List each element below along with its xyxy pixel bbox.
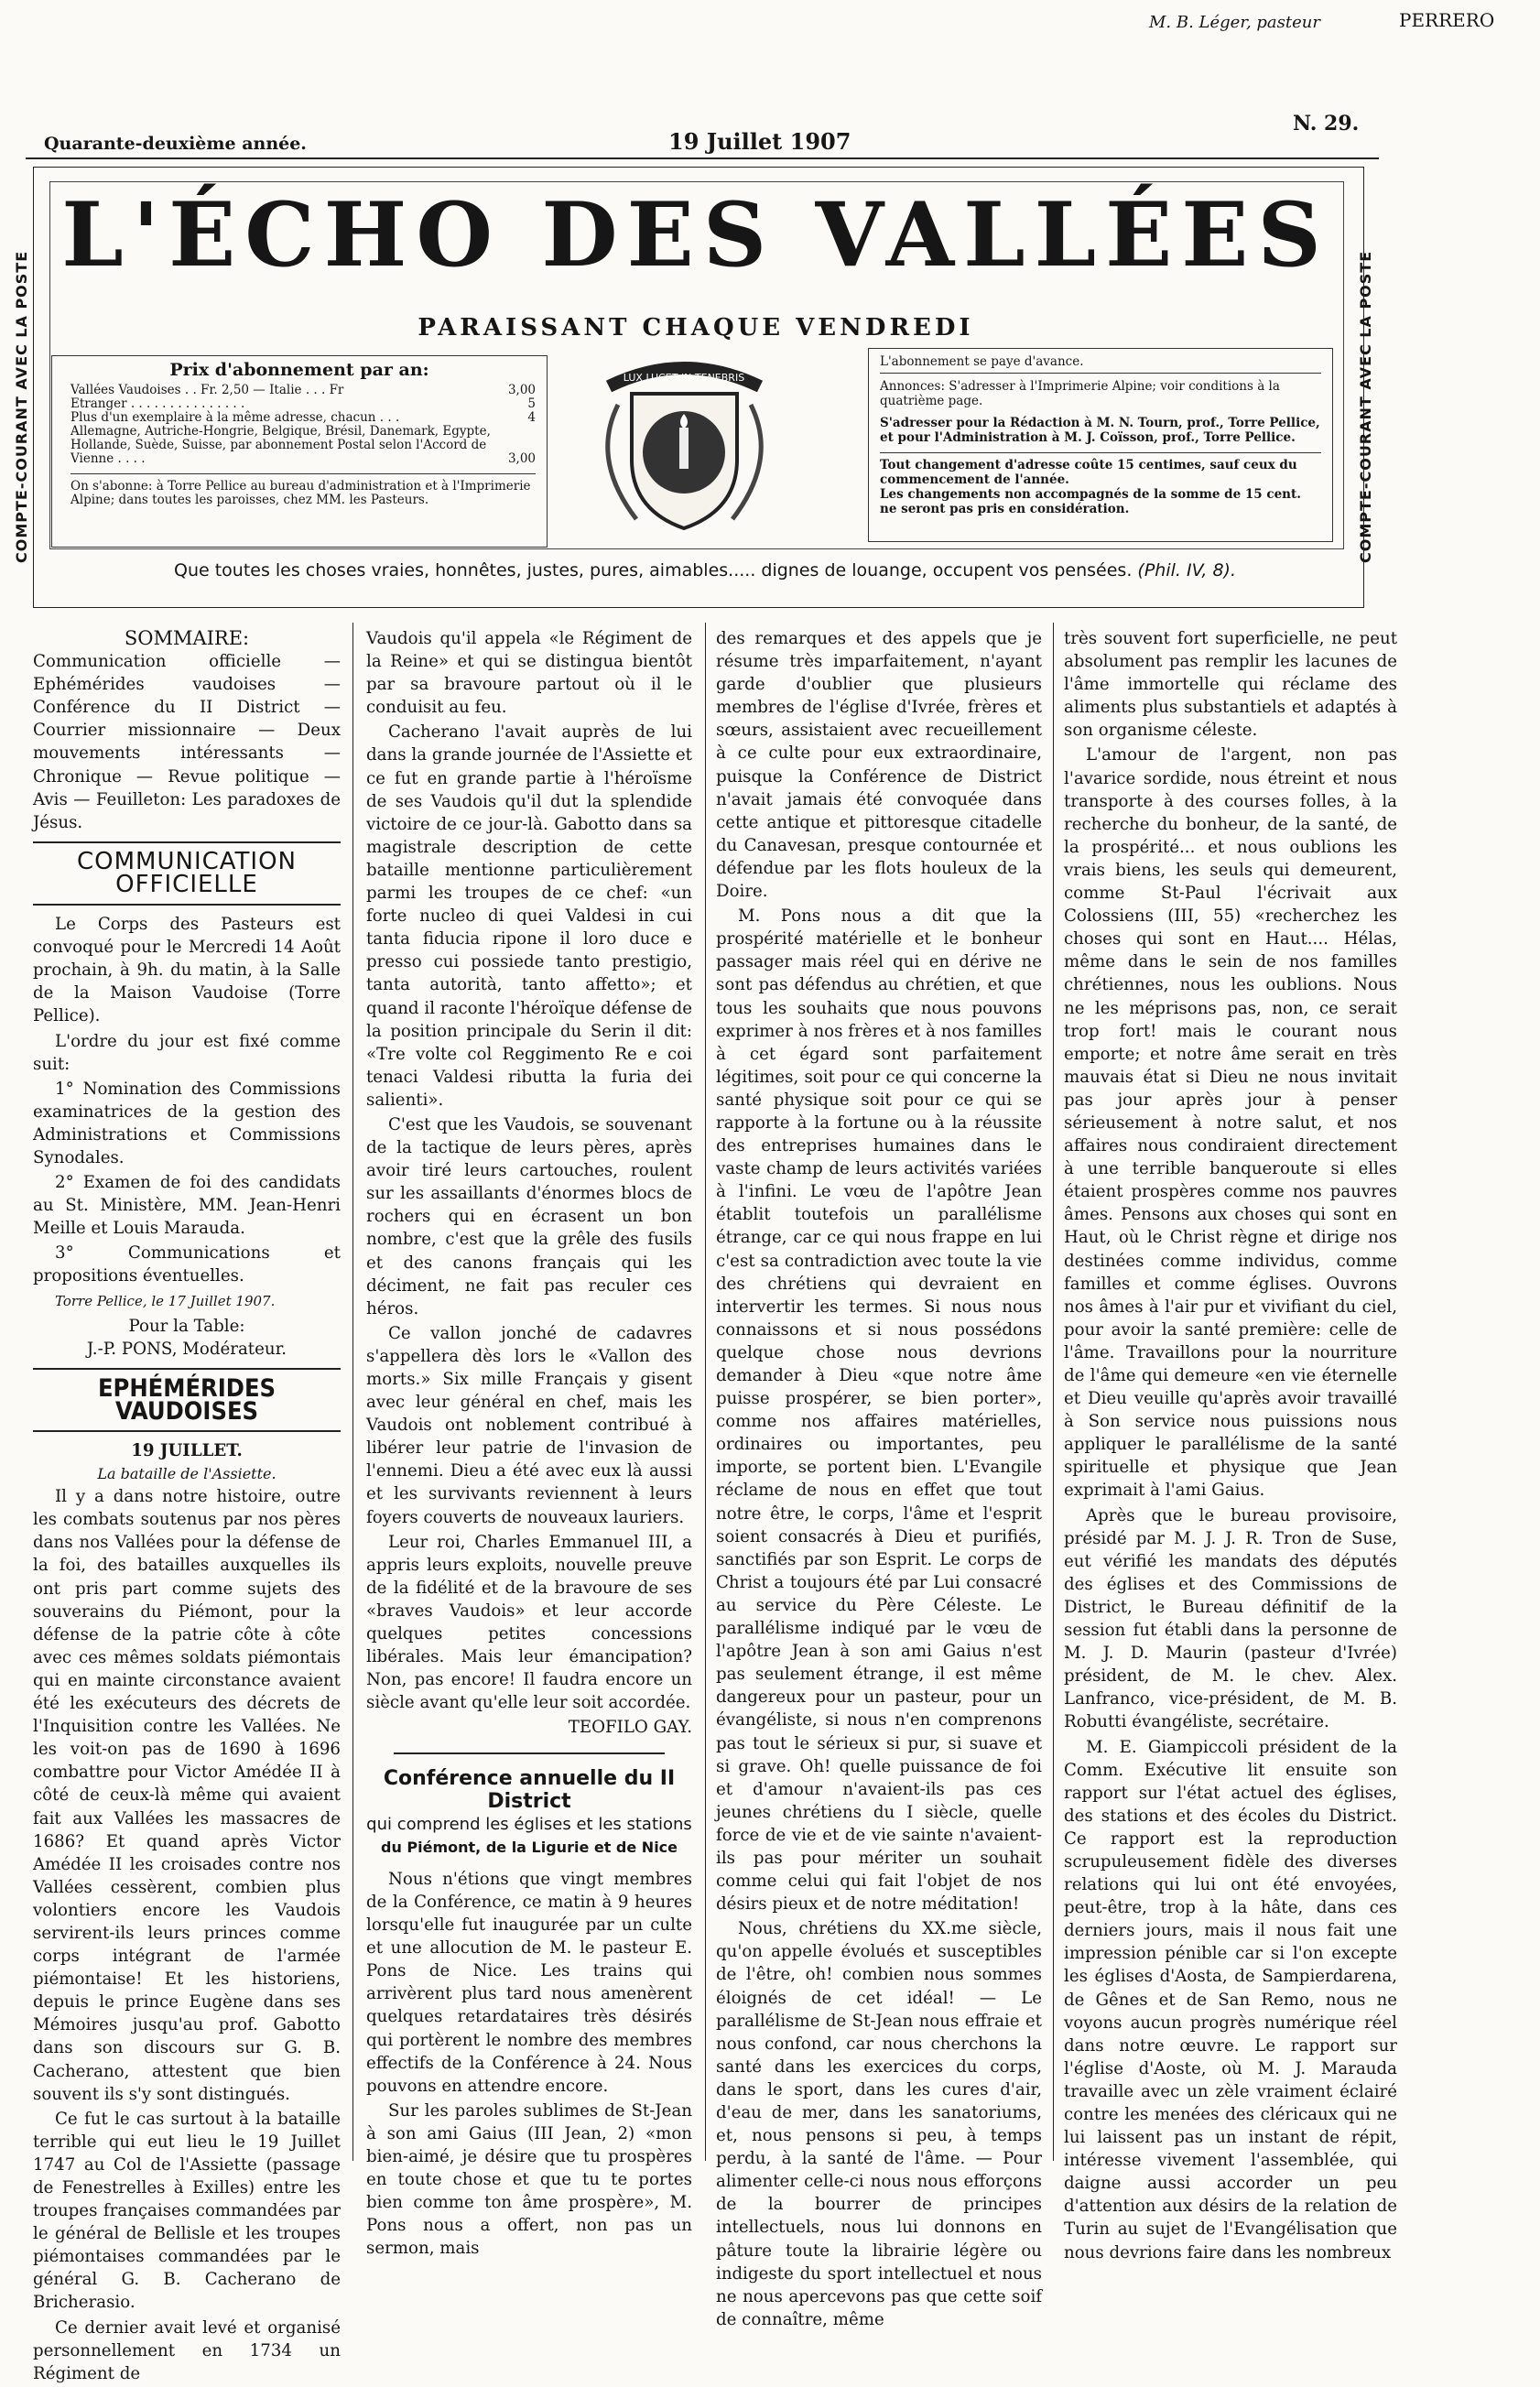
conference-paragraph: Sur les paroles sublimes de St-Jean à son ami Gaius (III Jean, 2) «mon bien-aimé, je désire que tu prospères en toute chose et que tu te portes bien comme ton âme prospère», M. Pons nous a offert, non pas un sermon, mais	[366, 2100, 692, 2259]
price-value: 3,00	[507, 451, 536, 466]
communication-place: Torre Pellice, le 17 Juillet 1907.	[55, 1292, 276, 1309]
article-signature: TEOFILO GAY.	[568, 1718, 692, 1738]
column-rule	[705, 623, 706, 2161]
column-4	[1064, 627, 1397, 2266]
emblem-icon	[581, 350, 787, 542]
column-rule	[1053, 623, 1054, 2161]
communication-paragraph: Le Corps des Pasteurs est convoqué pour le Mercredi 14 Août prochain, à 9h. du matin, à la Salle de la Maison Vaudoise (Torre Pellice).	[33, 915, 341, 1026]
ephemerides-date: 19 JUILLET.	[131, 1441, 243, 1460]
subscription-title: Prix d'abonnement par an:	[169, 360, 429, 380]
motto-text: Que toutes les choses vraies, honnêtes, justes, pures, aimables..... dignes de louange, occupent vos pensées.	[173, 560, 1133, 580]
price-value: 3,00	[507, 383, 536, 397]
info-annonces: Annonces: S'adresser à l'Imprimerie Alpine; voir conditions à la quatrième page.	[880, 379, 1280, 408]
price-row	[70, 384, 536, 397]
ephemerides-paragraph: Ce fut le cas surtout à la bataille terrible qui eut lieu le 19 Juillet 1747 au Col de l'Assiette (passage de Fenestrelles à Exilles) entre les troupes françaises commandées par le général de Bellisle et les troupes piémontaises commandées par le général G. B. Cacherano de Bricherasio.	[33, 2109, 341, 2313]
section-rule	[33, 904, 341, 906]
price-label: Plus d'un exemplaire à la même adresse, chacun . . .	[70, 410, 400, 425]
section-rule	[33, 841, 341, 843]
handwritten-note: M. B. Léger, pasteur	[1149, 13, 1320, 32]
section-rule	[33, 1368, 341, 1370]
price-label: Allemagne, Autriche-Hongrie, Belgique, Brésil, Danemark, Egypte, Hollande, Suède, Suisse, par abonnement Postal selon l'Accord de Vienne . . . .	[70, 424, 491, 466]
agenda-item: 2° Examen de foi des candidats au St. Ministère, MM. Jean-Henri Meille et Louis Marauda.	[33, 1173, 341, 1239]
communication-paragraph: L'ordre du jour est fixé comme suit:	[33, 1031, 341, 1074]
emblem-candle	[679, 428, 689, 469]
ephemerides-paragraph: Il y a dans notre histoire, outre les combats soutenus par nos pères dans nos Vallées pour la défense de la foi, des batailles auxquelles ils ont pris part comme sujets des souverains du Piémont, pour la défense de la patrie côte à côte avec ces mêmes soldats piémontais qui en mainte circonstance avaient été les exécuteurs des décrets de l'Inquisition contre les Vallées. Ne les voit-on pas de 1690 à 1696 combattre pour Victor Amédée II à côté de ceux-là même qui avaient fait aux Vallées les massacres de 1686? Et quand après Victor Amédée II les croisades contre nos Vallées cessèrent, combien plus volontiers encore les Vaudois servirent-ils leurs princes comme corps intégrant de l'armée piémontaise! Et les historiens, depuis le prince Eugène dans ses Mémoires jusqu'au prof. Gabotto dans son discours sur G. B. Cacherano, attestent que bien souvent ils s'y sont distingués.	[33, 1487, 341, 2104]
column-3	[716, 627, 1042, 2333]
conference-paragraph: M. Pons nous a dit que la prospérité matérielle et le bonheur passager mais réel qui en dérive ne sont pas défendus au chrétien, et que tous les souhaits que nous pouvons exprimer à nos frères et à nos familles à cet égard sont parfaitement légitimes, soit pour ce qui concerne la santé physique soit pour ce qui se rapporte à la fortune ou à la réussite des entreprises humaines dans le vaste champ de leurs activités variées à l'infini. Le vœu de l'apôtre Jean établit toutefois un parallélisme étrange, car ce qui nous frappe en lui c'est sa contradiction avec toute la vie des chrétiens qui devraient en intervertir les termes. Si nous nous connaissons et si nous possédons quelque chose nous devrions demander à Dieu «que notre âme puisse prospérer, se bien porter», comme nos affaires matérielles, ordinaires ou importantes, peu importe, se portent bien. L'Evangile réclame de nous en effet que tout notre être, le corps, l'âme et l'esprit soient consacrés à Dieu et purifiés, sanctifiés par son Esprit. Le corps de Christ a toujours été par Lui consacré au service du Père Céleste. Le parallélisme indiqué par le vœu de l'apôtre Jean à son ami Gaius n'est pas seulement étrange, il est même dangereux pour un pasteur, pour un évangéliste, si nous n'en comprenons pas tout le sérieux si pur, si suave et si grave. Oh! quelle puissance de foi et d'amour n'avaient-ils pas ces jeunes chrétiens du I siècle, quelle force de vie et de vie sainte n'avaient-ils pas pour mériter un souhait comme celui qui fait l'objet de nos désirs pieux et de notre méditation!	[716, 906, 1042, 1915]
communication-table: Pour la Table:	[128, 1316, 245, 1336]
issue-number: N. 29.	[1293, 112, 1360, 136]
price-label: Vallées Vaudoises . . Fr. 2,50 — Italie . . . Fr	[70, 383, 344, 397]
article-paragraph: Leur roi, Charles Emmanuel III, a appris leurs exploits, nouvelle preuve de la fidélité et de la bravoure de ses «braves Vaudois» et leur accorde quelques petites concessions libérales. Mais leur émancipation? Non, pas encore! Il faudra encore un siècle avant qu'elle leur soit accordée.	[366, 1532, 692, 1713]
sommaire-title: SOMMAIRE:	[124, 627, 250, 649]
info-change-address: Tout changement d'adresse coûte 15 centimes, sauf ceux du commencement de l'année.	[880, 452, 1321, 487]
conference-paragraph: L'amour de l'argent, non pas l'avarice sordide, nous étreint et nous transporte à des courses folles, à la recherche du bonheur, de la santé, de la prospérité... et nous oublions les vrais biens, les seuls qui demeurent, comme St-Paul l'écrivait aux Colossiens (III, 55) «recherchez les choses qui sont en Haut.... Hélas, même dans le sein de nos familles chrétiennes, nous les oublions. Nous ne les méprisons pas, non, ce serait trop fort! mais le courant nous emporte; et notre âme serait en très mauvais état si Dieu ne nous invitait pas jour après jour à penser sérieusement à notre salut, et nos affaires nous condiraient directement à une terrible banqueroute si elles étaient prospères comme nos pauvres âmes. Pensons aux choses qui sont en Haut, où le Christ règne et dirige nos destinées comme individus, comme familles et comme églises. Ouvrons nos âmes à l'air pur et vivifiant du ciel, pour avoir la santé première: celle de l'âme. Travaillons pour la nourriture de l'âme qui demeure «en vie éternelle et Dieu veuille qu'après avoir travaillé à Son service nous puissions nous appliquer le parallélisme de la santé spirituelle et physique que Jean exprimait à l'ami Gaius.	[1064, 745, 1397, 1501]
agenda-item: 3° Communications et propositions éventuelles.	[33, 1243, 341, 1286]
price-label: Etranger . . . . . . . . . . . . . . .	[70, 396, 245, 411]
section-rule	[33, 1430, 341, 1432]
communication-heading: COMMUNICATION OFFICIELLE	[76, 847, 298, 898]
info-change-fee: Les changements non accompagnés de la somme de 15 cent. ne seront pas pris en considération.	[880, 487, 1301, 516]
price-row	[70, 411, 536, 425]
sommaire-text: Communication officielle — Ephémérides vaudoises — Conférence du II District — Courrier missionnaire — Deux mouvements intéressants — Chronique — Revue politique — Avis — Feuilleton: Les paradoxes de Jésus.	[33, 652, 341, 832]
column-rule	[352, 623, 353, 2161]
conference-paragraph: des remarques et des appels que je résume très imparfaitement, n'ayant garde d'oublier que plusieurs membres de l'église d'Ivrée, frères et sœurs, assistaient avec recueillement à ce culte pour eux extraordinaire, puisque la Conférence de District n'avait jamais été convoquée dans cette antique et pittoresque citadelle du Canavesan, presque contournée et défendue par les flots houleux de la Doire.	[716, 629, 1042, 902]
masthead-subtitle: PARAISSANT CHAQUE VENDREDI	[418, 314, 974, 342]
conference-paragraph: Nous n'étions que vingt membres de la Conférence, ce matin à 9 heures lorsqu'elle fut inaugurée par un culte et une allocution de M. le pasteur E. Pons de Nice. Les trains qui arrivèrent plus tard nous amenèrent quelques retardataires très désirés qui portèrent le nombre des membres effectifs de la Conférence à 24. Nous pouvons en attendre encore.	[366, 1869, 692, 2096]
issue-date: 19 Juillet 1907	[668, 128, 851, 155]
header-rule	[26, 157, 1379, 159]
conference-paragraph: Nous, chrétiens du XX.me siècle, qu'on appelle évolués et susceptibles de l'être, oh! combien nous sommes éloignés de cet idéal! — Le parallélisme de St-Jean nous effraie et nous confond, car nous cherchons la santé dans les exercices du corps, dans le sport, dans les cures d'air, d'eau de mer, dans les sanatoriums, et, nous pensons si peu, à temps perdu, à la santé de l'âme. — Pour alimenter celle-ci nous nous efforçons de la bourrer de principes intellectuels, nous lui donnons en pâture toute la librairie légère ou indigeste du sport intellectuel et nous ne nous apercevons pas que cette soif de connaître, même	[716, 1919, 1042, 2329]
motto-reference: (Phil. IV, 8).	[1137, 560, 1237, 580]
agenda-item: 1° Nomination des Commissions examinatrices de la gestion des Administrations et Commissions Synodales.	[33, 1079, 341, 1167]
ephemerides-subtitle: La bataille de l'Assiette.	[97, 1465, 277, 1483]
article-paragraph: C'est que les Vaudois, se souvenant de la tactique de leurs pères, après avoir tiré leurs cartouches, roulent sur les assaillants d'énormes blocs de rochers qui en écrasent un bon nombre, c'est que la grêle des fusils et des canons français qui les déciment, ne fait pas reculer ces héros.	[366, 1114, 692, 1318]
year-label: Quarante-deuxième année.	[44, 134, 307, 154]
communication-signature: J.-P. PONS, Modérateur.	[86, 1339, 287, 1359]
price-row	[70, 425, 536, 466]
conference-heading: Conférence annuelle du II District	[383, 1766, 676, 1813]
side-text-left: COMPTE-COURANT AVEC LA POSTE	[13, 250, 30, 563]
side-text-right: COMPTE-COURANT AVEC LA POSTE	[1357, 250, 1374, 563]
price-value: 4	[527, 410, 536, 425]
info-payment: L'abonnement se paye d'avance.	[880, 354, 1321, 374]
ephemerides-heading: EPHÉMÉRIDES VAUDOISES	[97, 1373, 277, 1426]
column-2	[366, 627, 692, 2262]
subscription-note: On s'abonne: à Torre Pellice au bureau d'administration et à l'Imprimerie Alpine; dans toutes les paroisses, chez MM. les Pasteurs.	[70, 473, 536, 507]
stamp-label: PERRERO	[1399, 9, 1495, 31]
section-rule	[394, 1752, 665, 1754]
column-1	[33, 627, 341, 2387]
ephemerides-paragraph: Ce dernier avait levé et organisé personnellement en 1734 un Régiment de	[33, 2317, 341, 2383]
conference-paragraph: Après que le bureau provisoire, présidé par M. J. J. R. Tron de Suse, eut vérifié les mandats des députés des églises et des Commissions de District, le Bureau définitif de la session fut établi dans la personne de M. J. D. Maurin (pasteur d'Ivrée) président, de M. le chev. Alex. Lanfranco, vice-président, de M. B. Robutti évangéliste, secrétaire.	[1064, 1505, 1397, 1732]
price-row	[70, 397, 536, 411]
conference-paragraph: très souvent fort superficielle, ne peut absolument pas remplir les lacunes de l'âme immortelle qui réclame des aliments plus substantiels et adaptés à son organisme céleste.	[1064, 629, 1397, 741]
conference-subheading: du Piémont, de la Ligurie et de Nice	[380, 1838, 678, 1856]
subscription-box	[51, 355, 548, 548]
article-paragraph: Cacherano l'avait auprès de lui dans la grande journée de l'Assiette et ce fut en grande partie à l'héroïsme de ses Vaudois qu'il dut la splendide victoire de ce jour-là. Gabotto dans sa magistrale description de cette bataille mentionne particulièrement parmi les troupes de ce chef: «un forte nucleo di quei Valdesi in cui tanta fiducia ripone il loro duce e presso cui possiede tanto prestigio, tanta autorità, tanto affetto»; et quand il raconte l'héroïque défense de la position principale du Serin il dit: «Tre volte col Reggimento Re e coi tenaci Valdesi ributta la furia dei salienti».	[366, 722, 692, 1110]
masthead-title: L'ÉCHO DES VALLÉES	[61, 183, 1330, 287]
motto-line	[55, 560, 1355, 580]
info-box	[868, 348, 1333, 542]
conference-paragraph: M. E. Giampiccoli président de la Comm. Exécutive lit ensuite son rapport sur l'état actuel des églises, des stations et des écoles du District. Ce rapport est la reproduction scrupuleusement fidèle des diverses relations qui lui ont été envoyées, peut-être, trop à la hâte, dans ces derniers jours, mais il nous fait une impression pénible car si l'on excepte les églises d'Aosta, de Sampierdarena, de Gênes et de San Remo, nous ne voyons aucun progrès numérique réel dans notre œuvre. Le rapport sur l'église d'Aoste, où M. J. Marauda travaille avec un zèle vraiment éclairé contre les menées des cléricaux qui ne lui laissent pas un instant de répit, intéresse vivement l'assemblée, qui daigne aussi accorder un peu d'attention aux désirs de la relation de Turin au sujet de l'Evangélisation que nous devrions faire dans les nombreux	[1064, 1737, 1397, 2262]
article-paragraph: Vaudois qu'il appela «le Régiment de la Reine» et qui se distingua bientôt par sa bravoure partout où il le conduisit au feu.	[366, 629, 692, 718]
price-value: 5	[527, 396, 536, 411]
article-paragraph: Ce vallon jonché de cadavres s'appellera dès lors le «Vallon des morts.» Six mille Français y gisent avec leur général en chef, mais les Vaudois ont noblement contribué à libérer leur patrie de l'invasion de l'ennemi. Dieu a été avec eux là aussi et les survivants reviennent à leurs foyers couverts de nouveaux lauriers.	[366, 1323, 692, 1527]
emblem-motto: LUX LUCET IN TENEBRIS	[623, 372, 745, 384]
conference-subheading: qui comprend les églises et les stations	[366, 1814, 692, 1834]
info-redaction: S'adresser pour la Rédaction à M. N. Tourn, prof., Torre Pellice, et pour l'Administration à M. J. Coïsson, prof., Torre Pellice.	[880, 416, 1320, 445]
